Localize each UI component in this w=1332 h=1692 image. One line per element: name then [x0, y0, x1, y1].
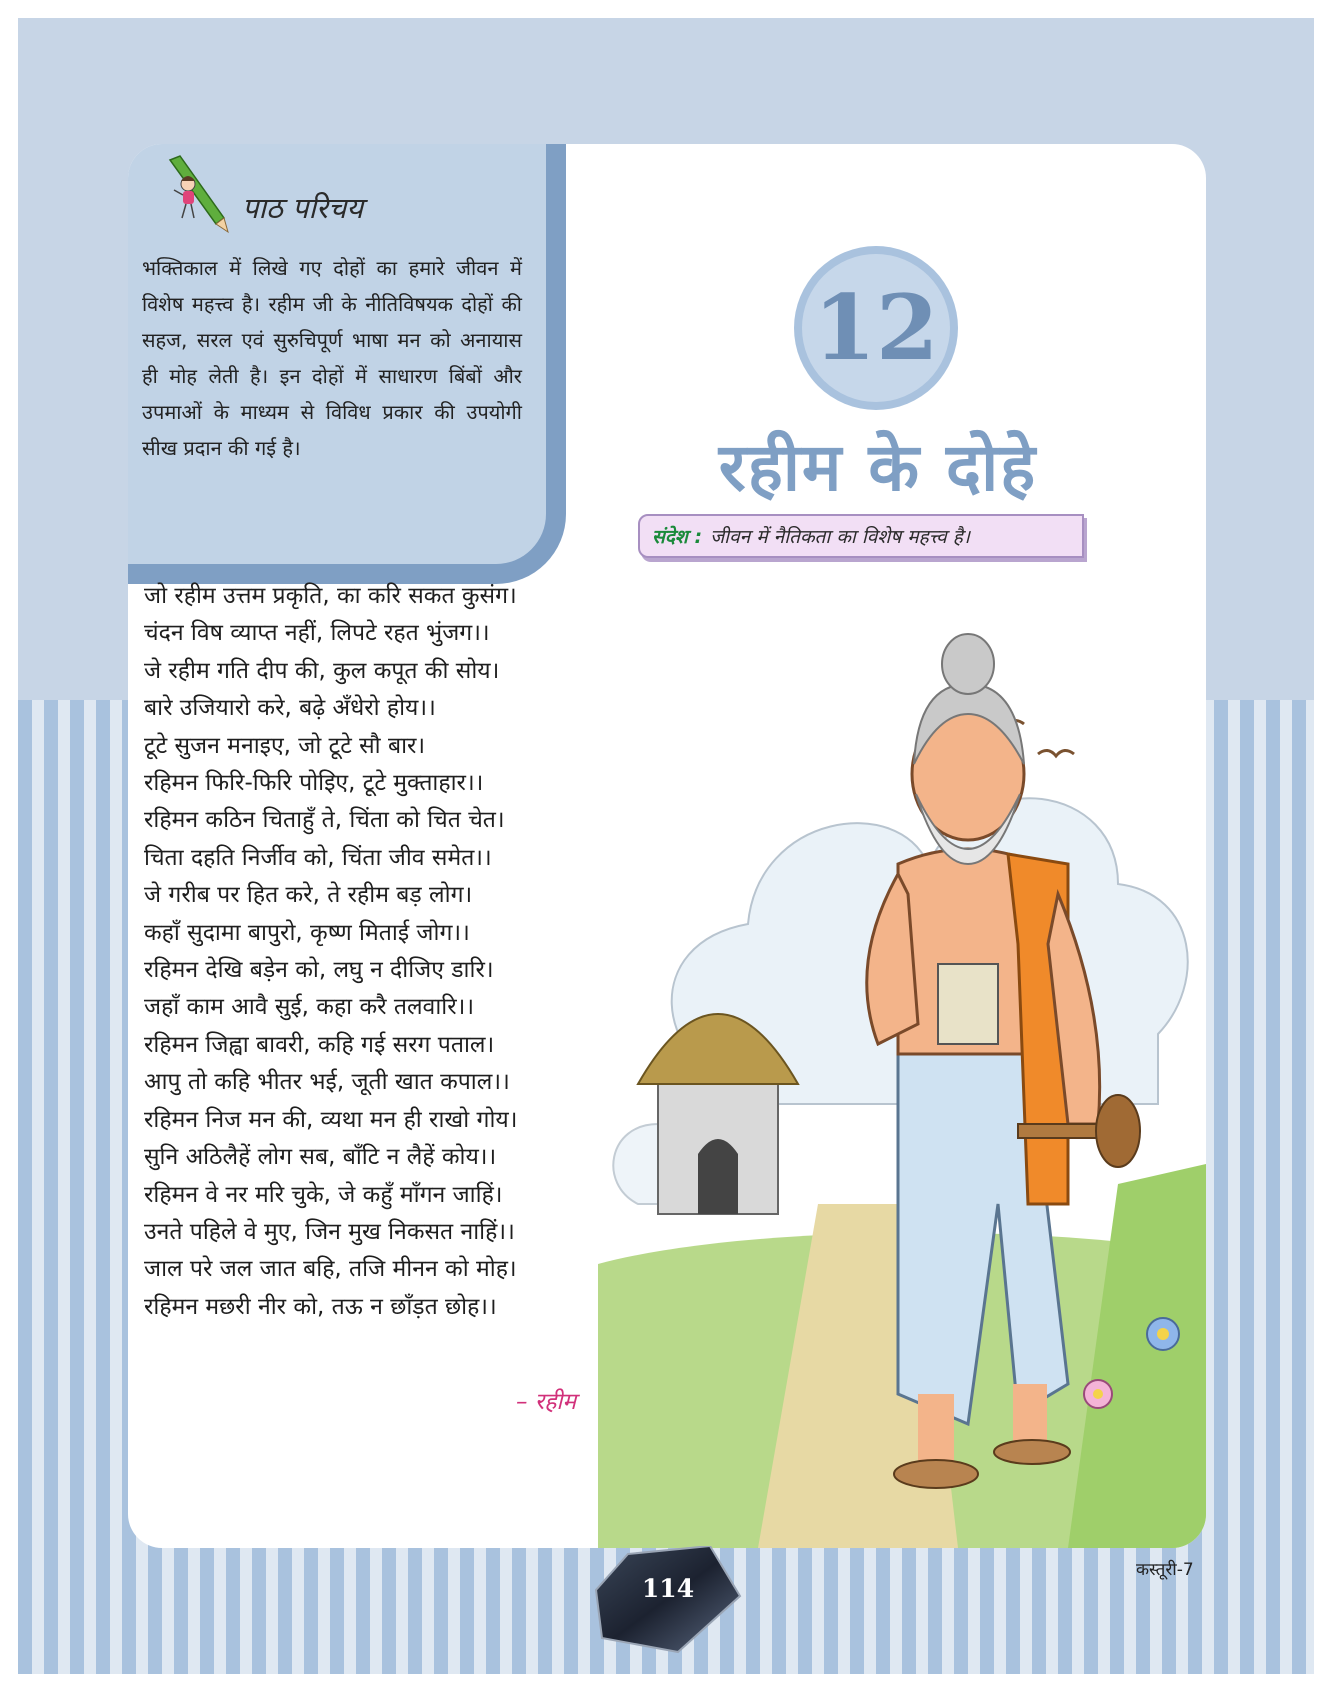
poem-line: जो रहीम उत्तम प्रकृति, का करि सकत कुसंग।	[144, 583, 517, 609]
intro-text: भक्तिकाल में लिखे गए दोहों का हमारे जीवन में विशेष महत्त्व है। रहीम जी के नीतिविषयक दोहों की सहज, सरल एवं सुरुचिपूर्ण भाषा मन को अनायास ही मोह लेती है। इन दोहों में साधारण बिंबों और उपमाओं के माध्यम से विविध प्रकार की उपयोगी सीख प्रदान की गई है।	[142, 256, 522, 460]
poem-line: रहिमन निज मन की, व्यथा मन ही राखो गोय।	[144, 1106, 518, 1133]
content-card	[128, 144, 1206, 1548]
intro-heading: पाठ परिचय	[242, 191, 364, 225]
page-number: 114	[641, 1574, 695, 1603]
poem-line: जहाँ काम आवै सुई, कहा करै तलवारि।।	[144, 994, 475, 1021]
saint-rahim-walking-illustration	[598, 564, 1206, 1548]
message-text: जीवन में नैतिकता का विशेष महत्त्व है।	[710, 526, 970, 548]
chapter-number-badge	[794, 246, 958, 410]
poem	[144, 578, 624, 1326]
poem-line: जे रहीम गति दीप की, कुल कपूत की सोय।	[144, 657, 500, 684]
chapter-number: 12	[813, 275, 939, 381]
poem-line: रहिमन मछरी नीर को, तऊ न छाँड़त छोह।।	[144, 1293, 497, 1320]
poem-line: उनते पहिले वे मुए, जिन मुख निकसत नाहिं।।	[144, 1218, 515, 1245]
poem-line: सुनि अठिलैहें लोग सब, बाँटि न लैहें कोय।।	[144, 1144, 497, 1171]
poem-author: – रहीम	[516, 1389, 577, 1415]
poem-line: रहिमन देखि बड़ेन को, लघु न दीजिए डारि।	[144, 957, 494, 984]
poem-line: चिता दहति निर्जीव को, चिंता जीव समेत।।	[144, 844, 492, 871]
girl-with-pencil-icon	[158, 154, 238, 240]
poem-line: चंदन विष व्याप्त नहीं, लिपटे रहत भुंजग।।	[144, 620, 490, 647]
poem-line: रहिमन फिरि-फिरि पोइिए, टूटे मुक्ताहार।।	[144, 770, 484, 797]
intro-panel	[128, 144, 566, 584]
poem-line: कहाँ सुदामा बापुरो, कृष्ण मिताई जोग।।	[144, 919, 470, 946]
poem-line: बारे उजियारो करे, बढ़े अँधेरो होय।।	[144, 695, 436, 722]
message-label: संदेश :	[652, 526, 703, 548]
poem-line: टूटे सुजन मनाइए, जो टूटे सौ बार।	[144, 732, 426, 759]
lesson-title: रहीम के दोहे	[718, 429, 1038, 506]
poem-line: रहिमन जिह्वा बावरी, कहि गई सरग पताल।	[144, 1031, 495, 1058]
poem-line: रहिमन वे नर मरि चुके, जे कहुँ माँगन जाहिं।	[144, 1181, 503, 1208]
book-name: कस्तूरी-7	[1136, 1560, 1194, 1580]
poem-line: रहिमन कठिन चिताहुँ ते, चिंता को चित चेत।	[144, 807, 505, 834]
poem-line: आपु तो कहि भीतर भई, जूती खात कपाल।।	[144, 1069, 510, 1096]
message-banner	[638, 514, 1084, 558]
poem-line: जाल परे जल जात बहि, तजि मीनन को मोह।	[144, 1256, 517, 1283]
poem-line: जे गरीब पर हित करे, ते रहीम बड़ लोग।	[144, 882, 473, 909]
